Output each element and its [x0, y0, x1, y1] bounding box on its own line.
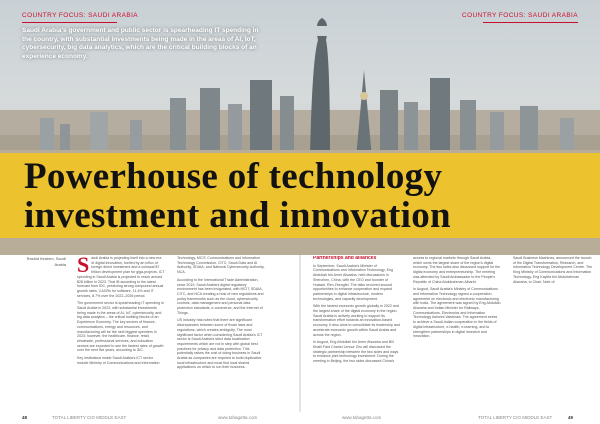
- section-heading: Partnerships and alliances: [313, 256, 377, 261]
- article-column-5: [513, 256, 593, 406]
- paragraph: In August, Saudi Arabia's Ministry of Communications and Information Technology signed a cooperation agreement on electronic and electronic manufacturing with India. The agreement was signed by Eng Abdullah Alswaha and Indian Minister for Railways, Communications, Electronics and Information Technology Ashwini Vaishnaw. The agreement seeks to achieve a Saudi-Indian cooperation in the fields of digital infrastructure, e-health, e-learning, and to strengthen partnerships in digital research and innovation.: [413, 287, 501, 339]
- section-tag-right: COUNTRY FOCUS: SAUDI ARABIA: [461, 12, 578, 19]
- paragraph: Saudi Business Machines, announced the launch of the Digital Transformation, Research, and Information Technology Development Centre. The King Ministry of Communications and Information Technology, Eng Kaylifa bin Abdulrahman Alswaha, to Chair. Note of: [513, 256, 593, 284]
- page-number-right: 49: [568, 415, 574, 420]
- page-footer: [0, 412, 600, 424]
- section-rule-left: [22, 22, 117, 23]
- section-rule-right: [483, 22, 578, 23]
- article-column-4: [413, 256, 501, 406]
- paragraph: In August, Eng Abdullah bin Amer Alswaha and Bill Khalil Fard Chanei Lennor Zhu will discussed the strategic partnership between the two sides and ways to enhance joint technology investment. During the meeting in Beijing, the two sides discussed China's: [313, 340, 399, 364]
- author-byline: Rashid Ibrahim, Saudi Arabia: [26, 256, 66, 267]
- footer-publication-right: TOTAL LIBERTY CIO MIDDLE EAST: [478, 415, 553, 420]
- paragraph: With the fastest economic growth globally in 2022 and the largest share of the digital economy in the region, Saudi Arabia is actively working to support its transformation effort towards an innovation-based economy. It also aims to consolidate its leadership and accelerate economic growth within Saudi Arabia and across the region.: [313, 304, 400, 337]
- paragraph: According to the International Trade Administration, since 2019, Saudi Arabia's digital regulatory environment has been invigorated, with MCIT, SDAIA, CITC, and NCA creating a host of new regulations and policy frameworks such as the cloud, cybersecurity controls, data management and personal data protection standards, e-commerce, and the Internet of Things.: [177, 277, 264, 315]
- article-column-3: [313, 256, 401, 406]
- paragraph: Saudi Arabia is projecting itself into a new era of digital innovation, fuelled by an influx of foreign direct investment and a colossal $7 trillion development plan for giga-projects. ICT spending in Saudi Arabia is projected to reach around $28 billion in 2023. That IB according to the latest forecast from IDC, predicting strong compound annual growth rates, CAGRs for software, 11.4% and IT services, 8.7% over the 2022–2026 period.: [77, 256, 165, 298]
- paragraph: US industry has noted that there are significant discrepancies between some of those laws and regulations, which creates ambiguity. The most significant factor when considering Saudi Arabia's ICT sector is Saudi Arabia's strict data localisation requirements which are not in step with global best practices for privacy and data protection. This potentially raises the cost of doing business in Saudi Arabia as companies are required to build duplicative local infrastructure and must find local shared applications on which to run their business.: [177, 318, 263, 370]
- footer-publication-left: TOTAL LIBERTY CIO MIDDLE EAST: [52, 415, 127, 420]
- page-gutter: [299, 255, 301, 412]
- drop-cap: S: [77, 256, 90, 277]
- article-column-1: [77, 256, 165, 406]
- paragraph: Technology, MCIT; Communications and Information Technology Commission, CITC; Saudi Data and AI Authority, SDAIA; and National Cybersecurity Authority, NCA.: [177, 256, 265, 275]
- intro-standfirst: Saudi Arabia's government and public sector is spearheading IT spending in the country, with substantial investments being made in the areas of AI, IoT, cybersecurity, big data analytics, which are the critical building blocks of an experience economy.: [22, 27, 259, 60]
- paragraph: access to regional markets through Saudi Arabia, which owns the largest share of the region's digital economy. The two sides also discussed support for the digital economy and entrepreneurship. The meeting was attended by Saudi Ambassador to the People's Republic of China Abdulrahman Alharbi.: [413, 256, 501, 284]
- article-column-2: [177, 256, 265, 406]
- paragraph: In September, Saudi Arabia's Minister of Communications and Information Technology, Eng Abdullah bin Amer Alswaha, held discussions in Shenzhen, China, with the CEO and founder of Huawei, Ren Zhengfei. The talks revolved around opportunities to enhance cooperation and expand partnerships in digital infrastructure, modern technologies, and capacity development.: [313, 263, 393, 301]
- page-number-left: 48: [22, 415, 28, 420]
- paragraph: The government sector is spearheading IT spending in Saudi Arabia in 2023, with substantial investments being made in the areas of AI, IoT, cybersecurity, and big data analytics – the critical building blocks of an Experience Economy. The key sectors of finance, communications, energy and resources, and manufacturing will be the next biggest spenders in 2023; however, the healthcare, finance, retail, wholesale, professional services, and education sectors are expected to see the fastest rates of growth over the next five years, according to IDC.: [77, 301, 164, 353]
- footer-url-left: www.tahagetta.com: [218, 415, 258, 420]
- article-headline: Powerhouse of technology investment and innovation: [24, 156, 451, 236]
- section-tag-left: COUNTRY FOCUS: SAUDI ARABIA: [22, 12, 139, 19]
- paragraph: Key institutions inside Saudi Arabia's ICT sector include Ministry of Communications and Information: [77, 356, 160, 365]
- footer-url-right: www.tahagetta.com: [342, 415, 382, 420]
